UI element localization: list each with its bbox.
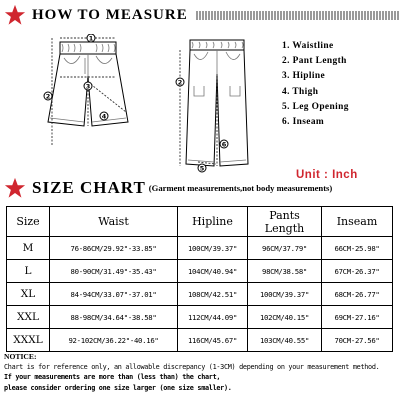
- svg-text:1: 1: [88, 34, 94, 43]
- star-icon: [4, 4, 26, 26]
- legend-item: 3. Hipline: [282, 71, 326, 82]
- hipline-cell: 100CM/39.37": [178, 237, 248, 260]
- unit-label: Unit : Inch: [296, 169, 358, 181]
- marker-1: [87, 34, 95, 42]
- header-hipline: Hipline: [178, 207, 248, 237]
- marker-3: [84, 82, 92, 90]
- marker-2: [44, 92, 52, 100]
- svg-text:3: 3: [85, 82, 91, 91]
- measurement-legend: [282, 39, 349, 130]
- size-table: [6, 206, 393, 352]
- size-cell: L: [7, 260, 50, 283]
- size-chart-title: SIZE CHART: [32, 178, 146, 197]
- how-to-measure-header: [4, 3, 400, 27]
- legend-item: 5. Leg Opening: [282, 101, 349, 112]
- header-inseam: Inseam: [322, 207, 393, 237]
- size-cell: XXL: [7, 306, 50, 329]
- header-size: Size: [7, 207, 50, 237]
- how-to-measure-title: HOW TO MEASURE: [32, 6, 188, 23]
- shorts-diagram: [38, 34, 138, 156]
- pants-marker-2: [176, 78, 184, 86]
- svg-text:4: 4: [101, 112, 107, 121]
- hipline-cell: 112CM/44.09": [178, 306, 248, 329]
- hipline-cell: 116CM/45.67": [178, 329, 248, 352]
- table-row: [7, 306, 393, 329]
- svg-text:2: 2: [177, 78, 183, 87]
- inseam-cell: 69CM-27.16": [322, 306, 393, 329]
- legend-item: 4. Thigh: [282, 86, 319, 97]
- pants-length-cell: 102CM/40.15": [248, 306, 322, 329]
- table-header-row: [7, 207, 393, 237]
- waist-cell: 84-94CM/33.07"-37.01": [50, 283, 178, 306]
- pants-diagram: [172, 34, 262, 174]
- pants-length-cell: 100CM/39.37": [248, 283, 322, 306]
- legend-item: 6. Inseam: [282, 116, 325, 127]
- inseam-cell: 70CM-27.56": [322, 329, 393, 352]
- notice-line: Chart is for reference only, an allowable discrepancy (1-3CM) depending on your measurement method.: [4, 363, 380, 372]
- pants-marker-5: [198, 164, 206, 172]
- legend-item: 2. Pant Length: [282, 56, 347, 67]
- waist-cell: 88-98CM/34.64"-38.58": [50, 306, 178, 329]
- pants-length-cell: 103CM/40.55": [248, 329, 322, 352]
- header-pants-length: Pants Length: [248, 207, 322, 237]
- header-waist: Waist: [50, 207, 178, 237]
- pants-length-cell: 96CM/37.79": [248, 237, 322, 260]
- table-row: [7, 260, 393, 283]
- size-cell: XL: [7, 283, 50, 306]
- hipline-cell: 104CM/40.94": [178, 260, 248, 283]
- waist-cell: 76-86CM/29.92"-33.85": [50, 237, 178, 260]
- notice-block: [4, 352, 398, 393]
- svg-text:5: 5: [199, 164, 205, 173]
- svg-text:6: 6: [221, 140, 227, 149]
- legend-item: 1. Waistline: [282, 41, 334, 51]
- table-row: [7, 329, 393, 352]
- svg-text:2: 2: [45, 92, 51, 101]
- notice-heading: NOTICE:: [4, 352, 37, 361]
- table-row: [7, 283, 393, 306]
- notice-line: If your measurements are more than (less than) the chart,: [4, 373, 221, 382]
- inseam-cell: 68CM-26.77": [322, 283, 393, 306]
- pants-length-cell: 98CM/38.58": [248, 260, 322, 283]
- hipline-cell: 108CM/42.51": [178, 283, 248, 306]
- header-rule: [196, 11, 400, 20]
- size-chart-header: [4, 176, 332, 200]
- waist-cell: 80-90CM/31.49"-35.43": [50, 260, 178, 283]
- inseam-cell: 67CM-26.37": [322, 260, 393, 283]
- pants-marker-6: [220, 140, 228, 148]
- size-cell: XXXL: [7, 329, 50, 352]
- size-chart-subtitle: (Garment measurements,not body measurements): [148, 183, 333, 193]
- waist-cell: 92-102CM/36.22"-40.16": [50, 329, 178, 352]
- marker-4: [100, 112, 108, 120]
- inseam-cell: 66CM-25.98": [322, 237, 393, 260]
- table-row: [7, 237, 393, 260]
- size-cell: M: [7, 237, 50, 260]
- notice-line: please consider ordering one size larger (one size smaller).: [4, 383, 232, 392]
- star-icon: [4, 177, 26, 199]
